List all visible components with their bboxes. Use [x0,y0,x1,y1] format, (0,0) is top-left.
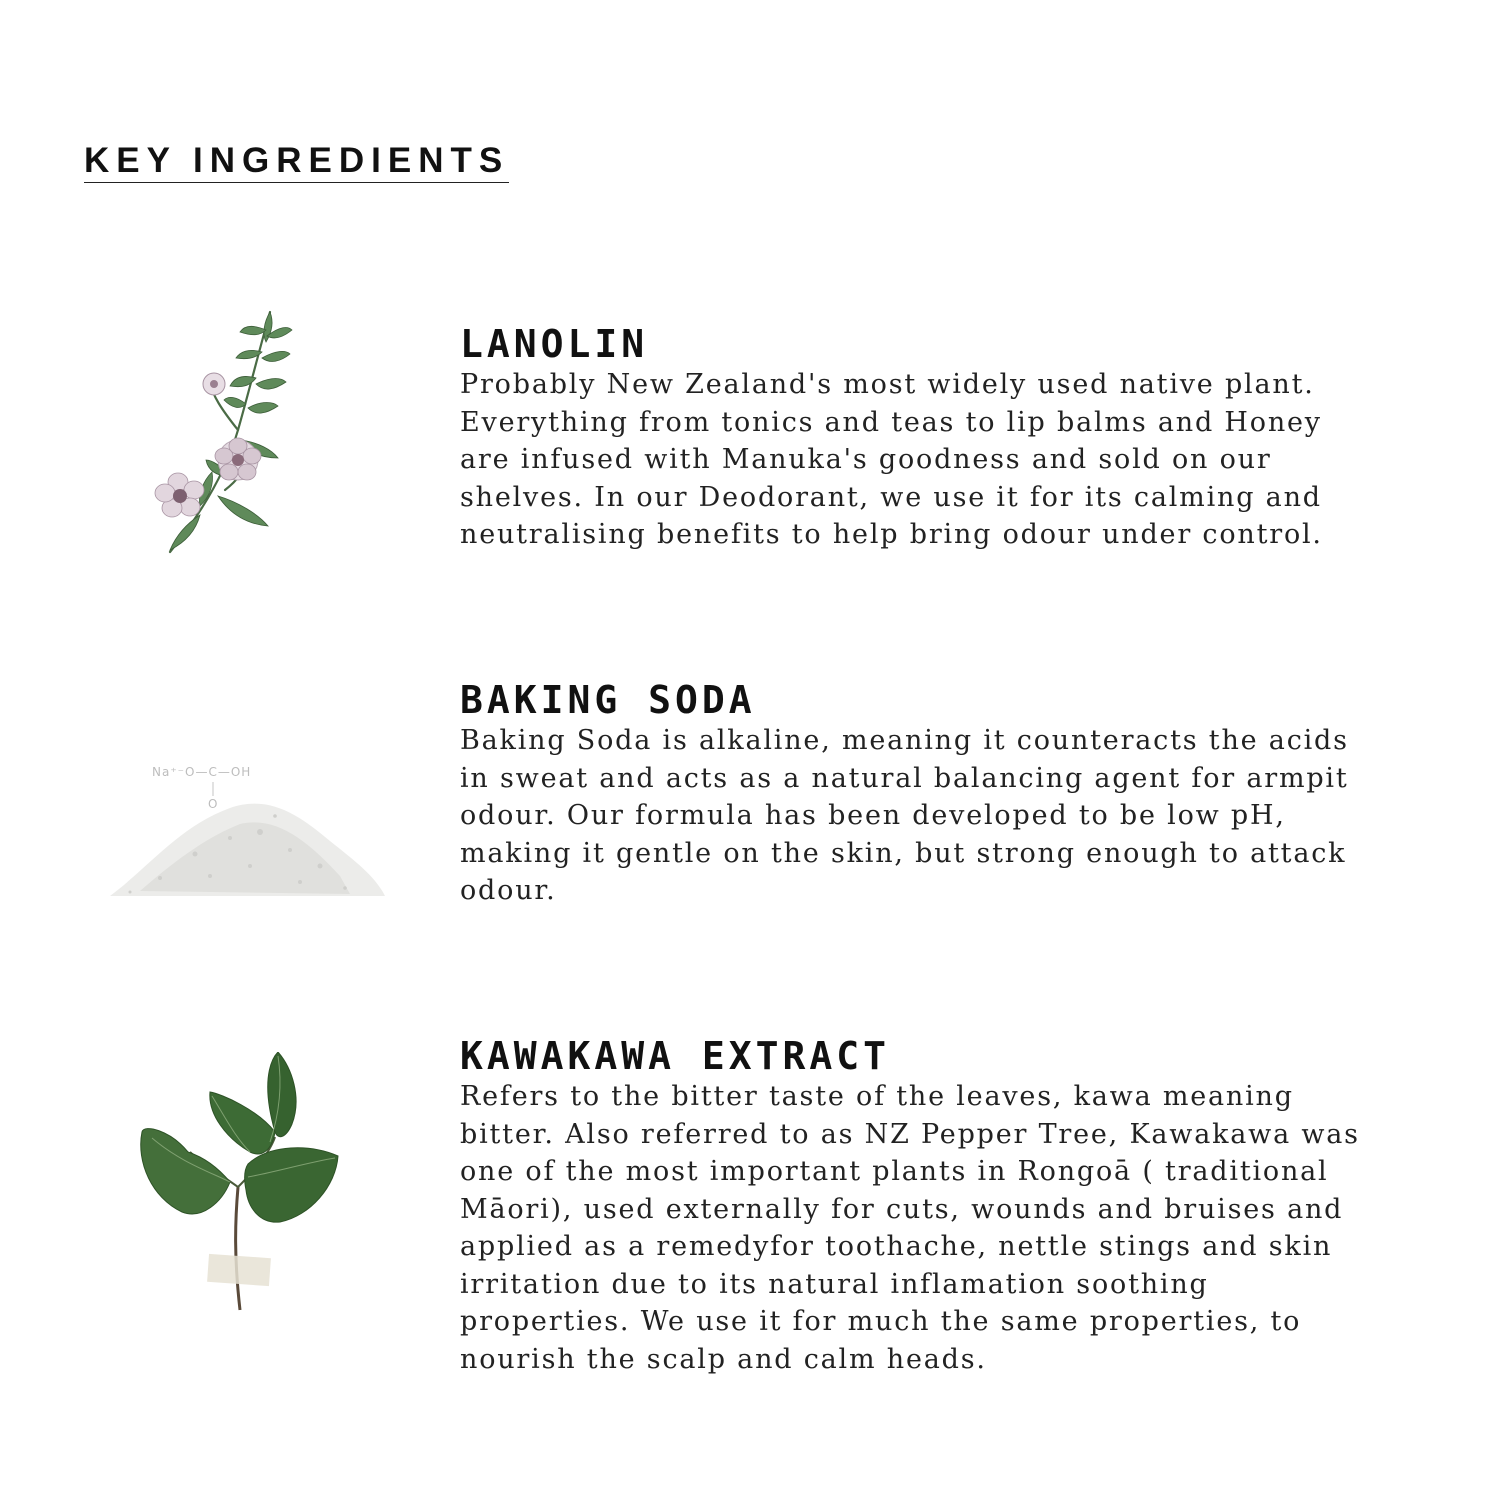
ingredient-name: KAWAKAWA EXTRACT [460,1034,891,1078]
chemical-formula: Na⁺⁻O—C—OH [152,765,252,779]
description-line: making it gentle on the skin, but strong enough to attack [460,837,1347,869]
section-title: KEY INGREDIENTS [84,142,509,183]
ingredient-description [460,1078,1450,1378]
description-line: applied as a remedyfor toothache, nettle stings and skin [460,1231,1333,1262]
description-line: properties. We use it for much the same properties, to [460,1306,1302,1337]
description-line: Māori), used externally for cuts, wounds and bruises and [460,1193,1344,1225]
description-line: are infused with Manuka's goodness and sold on our [460,444,1272,475]
description-line: shelves. In our Deodorant, we use it for its calming and [460,481,1322,513]
description-line: nourish the scalp and calm heads. [460,1343,987,1375]
description-line: Everything from tonics and teas to lip balms and Honey [460,406,1322,438]
ingredient-name: BAKING SODA [460,678,756,722]
baking-soda-powder-icon [100,746,390,906]
manuka-blossom-icon [155,473,204,517]
description-line: one of the most important plants in Rongoā ( traditional [460,1156,1329,1187]
description-line: Baking Soda is alkaline, meaning it counteracts the acids [460,725,1349,756]
description-line: in sweat and acts as a natural balancing agent for armpit [460,762,1349,794]
description-line: odour. [460,875,557,906]
ingredient-description [460,722,1450,910]
description-line: odour. Our formula has been developed to be low pH, [460,800,1286,831]
chemical-formula-oxygen: O [208,797,218,811]
ingredient-description [460,366,1450,554]
description-line: neutralising benefits to help bring odour under control. [460,519,1323,550]
ingredient-name: LANOLIN [460,322,649,366]
kawakawa-leaf-icon [130,1052,350,1322]
description-line: Refers to the bitter taste of the leaves, kawa meaning [460,1081,1294,1112]
description-line: irritation due to its natural inflamation soothing [460,1268,1209,1300]
manuka-flower-icon [140,300,320,560]
description-line: bitter. Also referred to as NZ Pepper Tree, Kawakawa was [460,1118,1360,1150]
description-line: Probably New Zealand's most widely used native plant. [460,369,1315,400]
manuka-bud-icon [203,373,225,395]
